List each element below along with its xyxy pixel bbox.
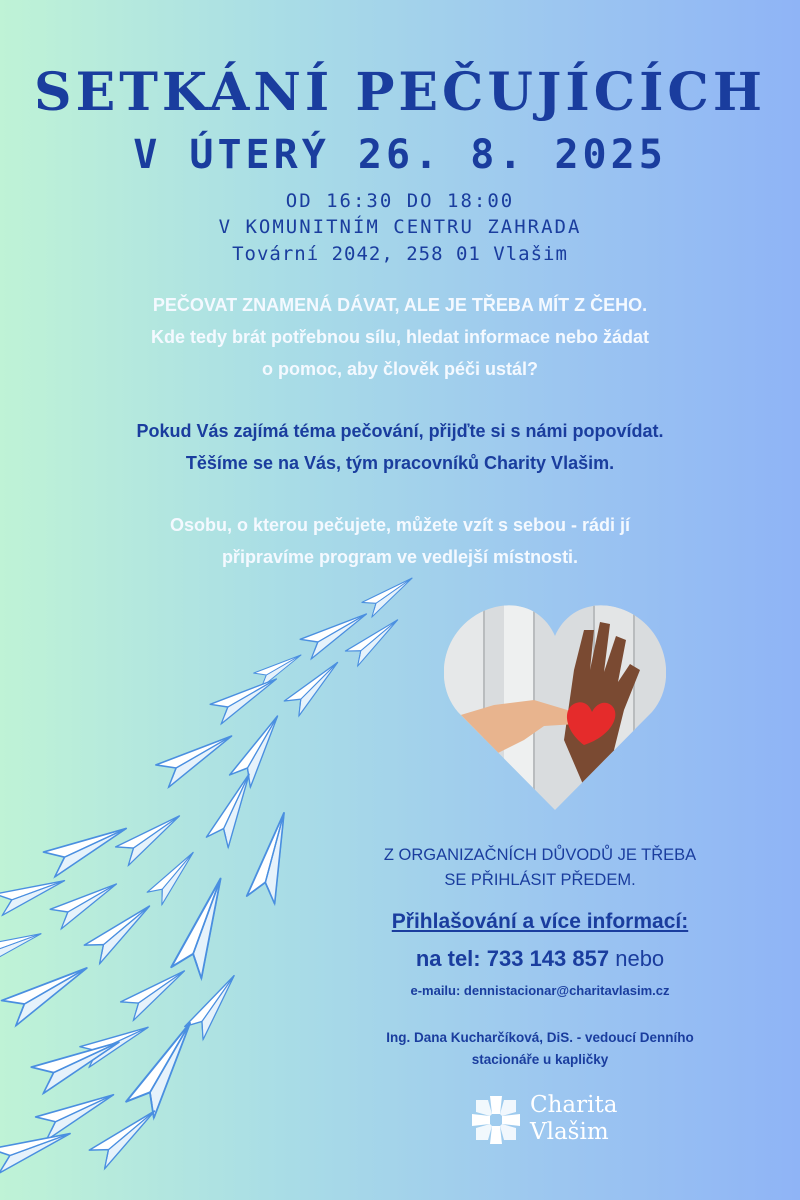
event-time: OD 16:30 DO 18:00	[285, 190, 515, 212]
invitation-line: Pokud Vás zajímá téma pečování, přijďte si s námi popovídat.	[136, 421, 664, 441]
companion-paragraph	[0, 509, 800, 573]
paper-airplane-icon	[89, 1102, 162, 1169]
paper-airplane-icon	[0, 925, 44, 960]
registration-notice	[340, 843, 740, 893]
charita-logo	[468, 1090, 638, 1150]
heart-photo	[444, 600, 666, 810]
contact-person	[340, 1027, 740, 1071]
companion-line: Osobu, o kterou pečujete, můžete vzít s sebou - rádi jí	[169, 515, 631, 535]
intro-line: o pomoc, aby člověk péči ustál?	[261, 359, 539, 379]
logo-line: Vlašim	[530, 1119, 609, 1145]
phone-suffix: nebo	[615, 946, 665, 971]
paper-airplane-icon	[185, 969, 243, 1039]
notice-line: SE PŘIHLÁSIT PŘEDEM.	[444, 871, 636, 889]
paper-airplane-icon	[2, 956, 94, 1026]
intro-paragraph	[0, 289, 800, 385]
paper-airplane-icon	[156, 725, 238, 787]
invitation-line: Těšíme se na Vás, tým pracovníků Charity Vlašim.	[185, 453, 615, 473]
contact-line: stacionáře u kapličky	[471, 1052, 609, 1067]
contact-line: Ing. Dana Kucharčíková, DiS. - vedoucí Denního	[386, 1030, 694, 1045]
logo-text	[530, 1092, 617, 1146]
companion-line: připravíme program ve vedlejší místnosti.	[221, 547, 579, 567]
paper-airplane-icon	[230, 710, 288, 787]
paper-airplane-icon	[362, 575, 417, 617]
phone-number[interactable]: 733 143 857	[486, 946, 610, 971]
email-line[interactable]: e-mailu: dennistacionar@charitavlasim.cz	[410, 983, 670, 998]
paper-airplane-icon	[254, 648, 305, 687]
event-title: SETKÁNÍ PEČUJÍCÍCH	[34, 62, 766, 123]
paper-airplane-icon	[36, 1083, 119, 1140]
paper-airplane-icon	[284, 655, 345, 716]
registration-heading: Přihlašování a více informací:	[391, 910, 689, 933]
phone-prefix: na tel:	[415, 946, 481, 971]
paper-airplane-icon	[84, 897, 157, 964]
paper-airplane-icon	[121, 962, 191, 1020]
logo-line: Charita	[530, 1092, 618, 1118]
event-address: Tovární 2042, 258 01 Vlašim	[232, 243, 568, 265]
paper-airplane-icon	[247, 809, 298, 903]
event-venue: V KOMUNITNÍM CENTRU ZAHRADA	[218, 216, 582, 238]
charita-cross-icon	[468, 1092, 524, 1148]
intro-line: PEČOVAT ZNAMENÁ DÁVAT, ALE JE TŘEBA MÍT Z ČEHO.	[152, 295, 648, 315]
intro-line: Kde tedy brát potřebnou sílu, hledat informace nebo žádat	[150, 327, 650, 347]
phone-line	[340, 946, 740, 972]
event-date: V ÚTERÝ 26. 8. 2025	[133, 132, 667, 178]
invitation-paragraph	[0, 415, 800, 479]
paper-airplane-icon	[116, 807, 186, 865]
notice-line: Z ORGANIZAČNÍCH DŮVODŮ JE TŘEBA	[383, 846, 697, 864]
paper-airplane-icon	[147, 846, 200, 904]
paper-airplane-icon	[171, 873, 235, 978]
